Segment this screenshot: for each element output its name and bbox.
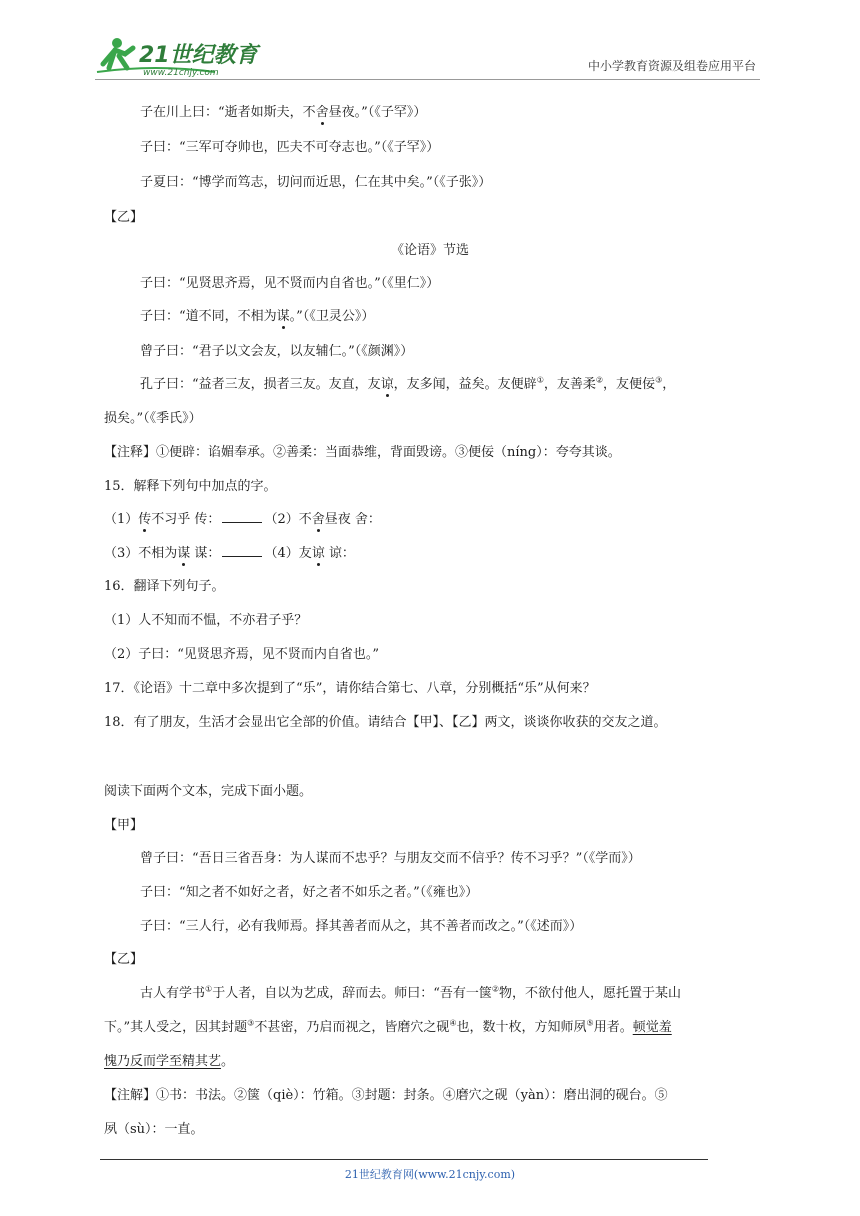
text-line: 孔子曰：“益者三友，损者三友。友直，友谅，友多闻，益矣。友便辟①，友善柔②，友便佞③， [140, 375, 676, 392]
header-divider [95, 79, 760, 80]
section-title: 《论语》节选 [390, 243, 469, 258]
annotation: 夙（sù）：一直。 [104, 1122, 204, 1137]
footer-link[interactable]: 21世纪教育网(www.21cnjy.com) [344, 1168, 516, 1181]
text-line: 子曰：“三人行，必有我师焉。择其善者而从之，其不善者而改之。”（《述而》） [140, 919, 583, 934]
answer-blank[interactable] [222, 544, 262, 557]
site-logo [95, 34, 265, 78]
page-header [95, 30, 760, 80]
question-16-item: （2）子曰：“见贤思齐焉，见不贤而内自省也。” [104, 647, 380, 662]
text-line: 损矣。”（《季氏》） [104, 411, 202, 426]
svg-text:www.21cnjy.com: www.21cnjy.com [143, 68, 219, 78]
question-18: 18．有了朋友，生活才会显出它全部的价值。请结合【甲】、【乙】两文，谈谈你收获的交友之道。 [104, 715, 667, 730]
annotation: 【注释】①便辟：谄媚奉承。②善柔：当面恭维，背面毁谤。③便佞（níng）：夸夸其谈。 [104, 445, 621, 460]
question-16: 16．翻译下列句子。 [104, 579, 225, 594]
question-15: 15．解释下列句中加点的字。 [104, 479, 277, 494]
text-line: 下。”其人受之，因其封题③不甚密，乃启而视之，皆磨穴之砚④也，数十枚，方知师夙⑤用者。顿觉羞 [104, 1018, 672, 1035]
footer-divider [100, 1159, 708, 1160]
text-line: 子曰：“三军可夺帅也，匹夫不可夺志也。”（《子罕》） [140, 140, 440, 155]
text-line: 子在川上曰：“逝者如斯夫，不舍昼夜。”（《子罕》） [140, 105, 427, 120]
text-line: 子曰：“见贤思齐焉，见不贤而内自省也。”（《里仁》） [140, 276, 440, 291]
underlined-text: 顿觉羞 [632, 1020, 672, 1035]
question-16-item: （1）人不知而不愠，不亦君子乎？ [104, 613, 308, 628]
text-line: 子曰：“知之者不如好之者，好之者不如乐之者。”（《雍也》） [140, 885, 479, 900]
question-15-items: （3）不相为谋 谋： （4）友谅 谅： [104, 546, 355, 561]
dotted-char: 谋 [276, 309, 290, 324]
text-line: 曾子曰：“君子以文会友，以友辅仁。”（《颜渊》） [140, 344, 414, 359]
annotation: 【注解】①书：书法。②箧（qiè）：竹箱。③封题：封条。④磨穴之砚（yàn）：磨出洞的砚台。⑤ [104, 1088, 668, 1103]
platform-name: 中小学教育资源及组卷应用平台 [587, 59, 756, 73]
text-line: 子夏曰：“博学而笃志，切问而近思，仁在其中矣。”（《子张》） [140, 175, 492, 190]
question-17: 17．《论语》十二章中多次提到了“乐”，请你结合第七、八章，分别概括“乐”从何来？ [104, 681, 596, 696]
section-label: 【甲】 [104, 818, 144, 833]
section-label: 【乙】 [104, 952, 144, 967]
section-label: 【乙】 [104, 210, 144, 225]
text-line: 古人有学书①于人者，自以为艺成，辞而去。师曰：“吾有一箧②物，不欲付他人，愿托置于某山 [140, 984, 682, 1001]
text-line: 愧乃反而学至精其艺。 [104, 1054, 235, 1069]
reading-instruction: 阅读下面两个文本，完成下面小题。 [104, 784, 313, 799]
dotted-char: 舍 [315, 105, 329, 120]
answer-blank[interactable] [222, 510, 262, 523]
question-15-items: （1）传不习乎 传： （2）不舍昼夜 舍： [104, 512, 381, 527]
underlined-text: 愧乃反而学至精其艺 [104, 1054, 222, 1069]
runner-logo-icon [95, 34, 265, 78]
text-line: 曾子曰：“吾日三省吾身：为人谋而不忠乎？与朋友交而不信乎？传不习乎？”（《学而》） [140, 851, 641, 866]
text-line: 子曰：“道不同，不相为谋。”（《卫灵公》） [140, 309, 375, 324]
dotted-char: 谅 [380, 377, 394, 392]
svg-text:21世纪教育: 21世纪教育 [139, 43, 258, 68]
